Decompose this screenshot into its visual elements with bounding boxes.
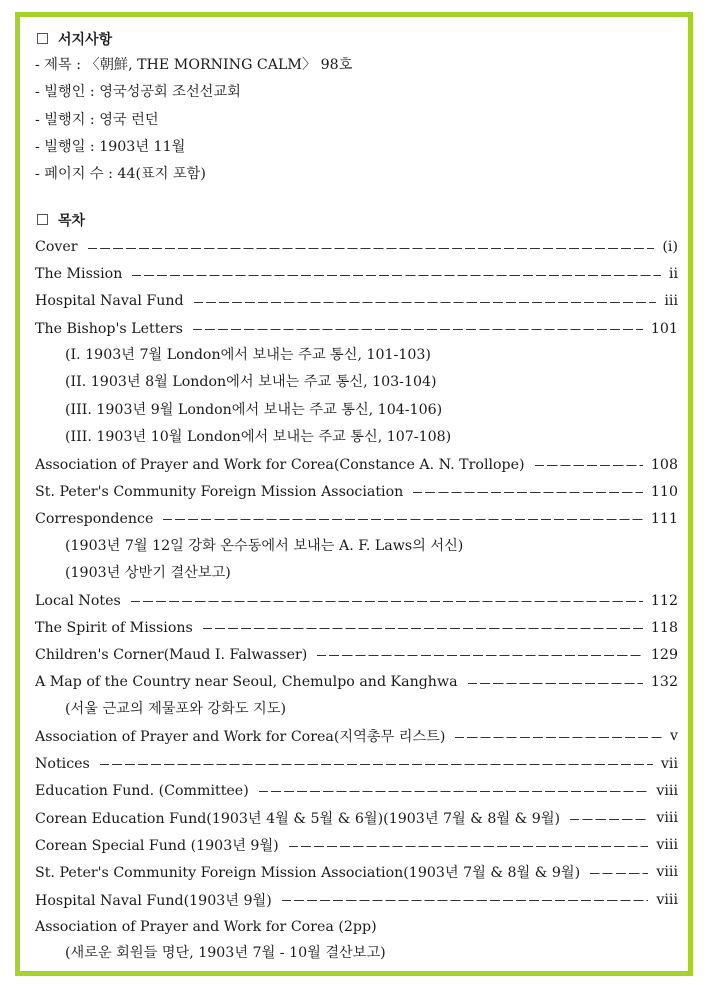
toc-entry-title: The Bishop's Letters <box>35 320 183 337</box>
toc-dash-leader <box>289 846 649 847</box>
toc-list <box>35 233 678 967</box>
toc-entry-page: 132 <box>650 674 678 691</box>
toc-dash-leader <box>590 873 648 874</box>
toc-dash-leader <box>259 791 649 792</box>
toc-dash-leader <box>194 302 657 303</box>
toc-entry-page: 101 <box>650 320 678 337</box>
toc-subentry: (III. 1903년 9월 London에서 보내는 주교 통신, 104-106) <box>65 401 443 418</box>
toc-entry-page: 112 <box>650 592 678 609</box>
toc-subentry: (1903년 상반기 결산보고) <box>65 564 231 581</box>
toc-entry <box>35 641 678 668</box>
toc-entry <box>35 587 678 614</box>
toc-entry-title: St. Peter's Community Foreign Mission Association(1903년 7월 & 8월 & 9월) <box>35 865 581 882</box>
toc-dash-leader <box>282 900 649 901</box>
toc-entry <box>35 804 678 831</box>
toc-entry-title: Association of Prayer and Work for Corea(지역총무 리스트) <box>35 729 446 746</box>
toc-entry <box>35 261 678 288</box>
meta-pages-line: - 페이지 수 : 44(표지 포함) <box>35 166 206 183</box>
toc-section-heading <box>35 206 678 233</box>
toc-entry <box>35 777 678 804</box>
toc-subentry: (III. 1903년 10월 London에서 보내는 주교 통신, 107-108) <box>65 428 452 445</box>
toc-entry-title: Corean Education Fund(1903년 4월 & 5월 & 6월)(1903년 7월 & 8월 & 9월) <box>35 811 561 828</box>
toc-entry-title: Correspondence <box>35 510 154 527</box>
toc-dash-leader <box>132 275 661 276</box>
toc-entry <box>35 288 678 315</box>
toc-entry-title: Association of Prayer and Work for Corea(Constance A. N. Trollope) <box>35 456 525 473</box>
toc-entry <box>35 451 678 478</box>
checkbox-square-icon <box>37 33 48 44</box>
toc-entry-title: Education Fund. (Committee) <box>35 782 249 799</box>
toc-entry <box>35 505 678 532</box>
meta-heading-text: 서지사항 <box>58 31 113 48</box>
toc-dash-leader <box>413 492 643 493</box>
checkbox-square-icon <box>37 214 48 225</box>
page-frame <box>15 12 693 976</box>
toc-entry <box>35 750 678 777</box>
toc-entry-page: ii <box>668 266 678 283</box>
toc-entry-title: Corean Special Fund (1903년 9월) <box>35 838 279 855</box>
toc-entry-title: A Map of the Country near Seoul, Chemulpo and Kanghwa <box>35 674 458 691</box>
toc-entry-page: (i) <box>662 239 678 256</box>
toc-entry <box>35 886 678 913</box>
toc-entry <box>35 233 678 260</box>
toc-entry-title: Children's Corner(Maud I. Falwasser) <box>35 646 308 663</box>
meta-date-line: - 빌행일 : 1903년 11월 <box>35 138 186 155</box>
meta-title-line: - 제목 : 〈朝鮮, THE MORNING CALM〉 98호 <box>35 57 353 73</box>
toc-entry <box>35 913 678 940</box>
toc-dash-leader <box>570 819 648 820</box>
toc-dash-leader <box>193 329 643 330</box>
toc-entry <box>35 668 678 695</box>
toc-dash-leader <box>88 248 655 249</box>
toc-entry <box>35 478 678 505</box>
toc-entry <box>35 315 678 342</box>
toc-dash-leader <box>163 519 643 520</box>
toc-entry-title: Hospital Naval Fund <box>35 293 184 310</box>
toc-entry <box>35 723 678 750</box>
toc-subentry: (새로운 회원들 명단, 1903년 7월 - 10월 결산보고) <box>65 945 386 962</box>
toc-entry-page: v <box>669 728 678 745</box>
meta-list <box>35 52 678 188</box>
toc-entry-page: 118 <box>650 619 678 636</box>
toc-entry-page: viii <box>656 782 678 799</box>
toc-dash-leader <box>535 465 643 466</box>
toc-subentry: (서울 근교의 제물포와 강화도 지도) <box>65 700 286 717</box>
meta-section-heading <box>35 25 678 52</box>
toc-entry-title: Notices <box>35 755 90 772</box>
toc-subentry: (1903년 7월 12일 강화 온수동에서 보내는 A. F. Laws의 서신) <box>65 537 464 554</box>
toc-subentry: (II. 1903년 8월 London에서 보내는 주교 통신, 103-104) <box>65 374 437 391</box>
toc-entry-page: 111 <box>650 510 678 527</box>
toc-dash-leader <box>468 683 643 684</box>
toc-entry-page: 110 <box>650 483 678 500</box>
toc-entry-page: 129 <box>650 646 678 663</box>
toc-entry-title: St. Peter's Community Foreign Mission Association <box>35 483 404 500</box>
toc-entry <box>35 859 678 886</box>
toc-entry-page: viii <box>656 810 678 827</box>
toc-dash-leader <box>455 737 662 738</box>
meta-place-line: - 빌행지 : 영국 런던 <box>35 111 159 128</box>
toc-dash-leader <box>203 628 643 629</box>
toc-dash-leader <box>131 601 643 602</box>
toc-subentry: (I. 1903년 7월 London에서 보내는 주교 통신, 101-103) <box>65 347 431 364</box>
toc-entry-page: iii <box>664 293 678 310</box>
toc-entry-title: Local Notes <box>35 592 121 609</box>
toc-entry-page: 108 <box>650 456 678 473</box>
toc-entry-title: Cover <box>35 239 78 256</box>
toc-entry-title: The Spirit of Missions <box>35 619 193 636</box>
toc-entry-page: viii <box>656 837 678 854</box>
toc-entry-title: Association of Prayer and Work for Corea (2pp) <box>35 918 377 935</box>
toc-entry <box>35 614 678 641</box>
toc-dash-leader <box>317 655 643 656</box>
toc-entry-title: The Mission <box>35 266 123 283</box>
document-content <box>35 25 678 968</box>
toc-entry-page: viii <box>656 864 678 881</box>
toc-entry-page: vii <box>660 755 678 772</box>
toc-heading-text: 목차 <box>58 212 86 229</box>
toc-entry-page: viii <box>656 891 678 908</box>
toc-dash-leader <box>100 764 653 765</box>
meta-publisher-line: - 빌행인 : 영국성공회 조선선교회 <box>35 84 241 101</box>
toc-entry <box>35 832 678 859</box>
toc-entry-title: Hospital Naval Fund(1903년 9월) <box>35 892 272 909</box>
